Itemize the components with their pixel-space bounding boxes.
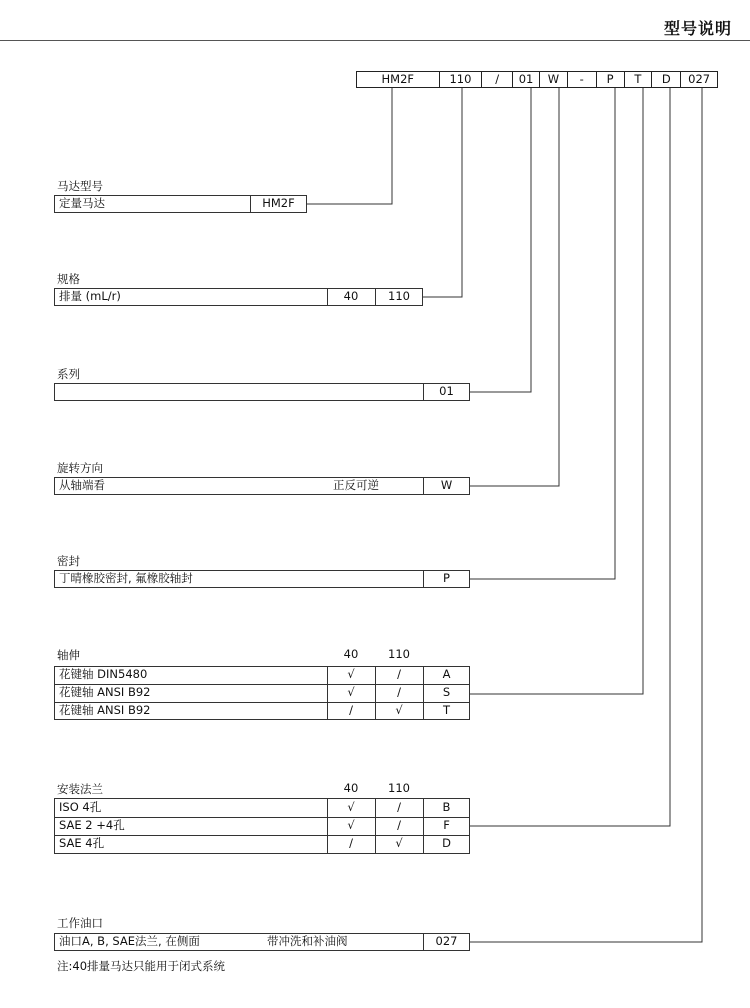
- page-title: 型号说明: [663, 19, 732, 38]
- port-heading: 工作油口: [57, 916, 103, 930]
- shaft-row-40: √: [347, 667, 355, 681]
- shaft-row-110: √: [395, 703, 403, 717]
- shaft-table: [54, 666, 470, 720]
- flange-row: [55, 836, 469, 853]
- seal-desc: 丁晴橡胶密封, 氟橡胶轴封: [59, 571, 193, 585]
- flange-row-40: √: [347, 818, 355, 832]
- shaft-row: [55, 685, 469, 702]
- flange-row-110: /: [397, 818, 401, 832]
- code-d: D: [652, 72, 681, 87]
- port-row: [54, 933, 470, 951]
- rotation-mid: 正反可逆: [333, 478, 379, 492]
- shaft-row-110: /: [397, 685, 401, 699]
- series-row: [54, 383, 470, 401]
- code-slash: /: [482, 72, 513, 87]
- shaft-row-desc: 花键轴 ANSI B92: [59, 685, 151, 699]
- rotation-value: W: [440, 478, 453, 492]
- flange-row-code: D: [442, 836, 451, 850]
- flange-row: [55, 800, 469, 817]
- shaft-col-110: 110: [388, 647, 410, 661]
- shaft-col-40: 40: [343, 647, 359, 661]
- footnote: 注:40排量马达只能用于闭式系统: [57, 959, 226, 973]
- shaft-row-desc: 花键轴 ANSI B92: [59, 703, 151, 717]
- flange-heading: 安装法兰: [57, 782, 103, 796]
- shaft-row-desc: 花键轴 DIN5480: [59, 667, 148, 681]
- flange-col-110: 110: [388, 781, 410, 795]
- spec-row: [54, 288, 423, 306]
- port-value: 027: [435, 934, 458, 948]
- shaft-row-code: S: [442, 685, 451, 699]
- shaft-row: [55, 703, 469, 720]
- shaft-row-40: /: [349, 703, 353, 717]
- flange-row-desc: SAE 2 +4孔: [59, 818, 125, 832]
- code-w: W: [540, 72, 568, 87]
- motor-heading: 马达型号: [57, 179, 103, 193]
- flange-row-code: F: [443, 818, 450, 832]
- motor-row: [54, 195, 307, 213]
- flange-row: [55, 818, 469, 835]
- series-value: 01: [439, 384, 454, 398]
- rotation-heading: 旋转方向: [57, 461, 103, 475]
- port-mid: 带冲洗和补油阀: [267, 934, 348, 948]
- flange-row-110: √: [395, 836, 403, 850]
- spec-110: 110: [388, 289, 410, 303]
- motor-desc: 定量马达: [59, 196, 105, 210]
- rotation-row: [54, 477, 470, 495]
- flange-row-desc: ISO 4孔: [59, 800, 102, 814]
- flange-table: [54, 798, 470, 854]
- code-027: 027: [688, 72, 711, 86]
- seal-heading: 密封: [57, 554, 80, 568]
- shaft-row-110: /: [397, 667, 401, 681]
- code-110: 110: [440, 72, 483, 87]
- shaft-row-40: √: [347, 685, 355, 699]
- code-hm2f: HM2F: [357, 72, 440, 87]
- spec-40: 40: [343, 289, 359, 303]
- code-t: T: [625, 72, 653, 87]
- code-dash: -: [568, 72, 597, 87]
- shaft-row-code: A: [442, 667, 451, 681]
- flange-row-40: √: [347, 800, 355, 814]
- spec-desc: 排量 (mL/r): [59, 289, 121, 303]
- flange-col-40: 40: [343, 781, 359, 795]
- code-p: P: [597, 72, 625, 87]
- seal-value: P: [443, 571, 450, 585]
- flange-row-40: /: [349, 836, 353, 850]
- spec-heading: 规格: [57, 272, 80, 286]
- flange-row-code: B: [442, 800, 451, 814]
- rotation-desc: 从轴端看: [59, 478, 105, 492]
- series-heading: 系列: [57, 367, 80, 381]
- shaft-row: [55, 667, 469, 684]
- shaft-row-code: T: [442, 703, 451, 717]
- motor-value: HM2F: [262, 196, 295, 210]
- shaft-heading: 轴伸: [57, 648, 80, 662]
- port-desc: 油口A, B, SAE法兰, 在侧面: [59, 934, 200, 948]
- code-01: 01: [513, 72, 540, 87]
- seal-row: [54, 570, 470, 588]
- flange-row-110: /: [397, 800, 401, 814]
- flange-row-desc: SAE 4孔: [59, 836, 105, 850]
